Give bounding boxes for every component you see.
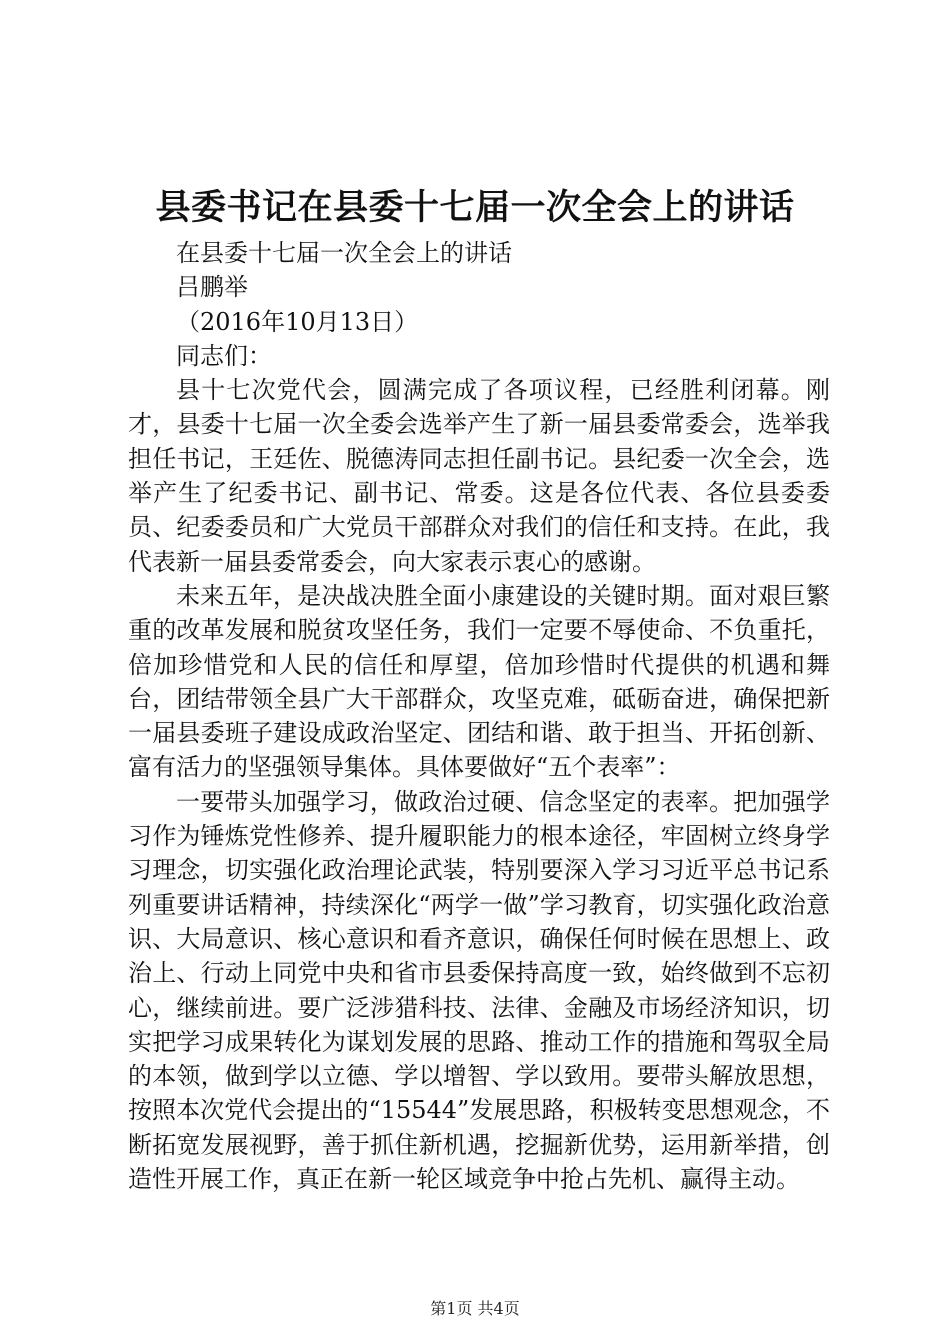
body-paragraph: 未来五年，是决战决胜全面小康建设的关键时期。面对艰巨繁重的改革发展和脱贫攻坚任务，我们一定要不辱使命、不负重托，倍加珍惜党和人民的信任和厚望，倍加珍惜时代提供的机遇和舞台，团结带领全县广大干部群众，攻坚克难，砥砺奋进，确保把新一届县委班子建设成政治坚定、团结和谐、敢于担当、开拓创新、富有活力的坚强领导集体。具体要做好“五个表率”： <box>128 581 830 782</box>
document-author: 吕鹏举 <box>176 273 248 302</box>
body-paragraph: 一要带头加强学习，做政治过硬、信念坚定的表率。把加强学习作为锤炼党性修养、提升履职能力的根本途径，牢固树立终身学习理念，切实强化政治理论武装，特别要深入学习习近平总书记系列重要讲话精神，持续深化“两学一做”学习教育，切实强化政治意识、大局意识、核心意识和看齐意识，确保任何时候在思想上、政治上、行动上同党中央和省市县委保持高度一致，始终做到不忘初心，继续前进。要广泛涉猎科技、法律、金融及市场经济知识，切实把学习成果转化为谋划发展的思路、推动工作的措施和驾驭全局的本领，做到学以立德、学以增智、学以致用。要带头解放思想，按照本次党代会提出的“15544”发展思路，积极转变思想观念，不断拓宽发展视野，善于抓住新机遇，挖掘新优势，运用新举措，创造性开展工作，真正在新一轮区域竞争中抢占先机、赢得主动。 <box>128 787 830 1194</box>
document-salutation: 同志们： <box>176 341 272 370</box>
body-paragraph: 县十七次党代会，圆满完成了各项议程，已经胜利闭幕。刚才，县委十七届一次全委会选举产生了新一届县委常委会，选举我担任书记，王廷佐、脱德涛同志担任副书记。县纪委一次全会，选举产生了纪委书记、副书记、常委。这是各位代表、各位县委委员、纪委委员和广大党员干部群众对我们的信任和支持。在此，我代表新一届县委常委会，向大家表示衷心的感谢。 <box>128 376 830 576</box>
document-title: 县委书记在县委十七届一次全会上的讲话 <box>155 187 795 228</box>
page-number-footer: 第1页 共4页 <box>430 1299 520 1318</box>
document-date: （2016年10月13日） <box>176 307 419 336</box>
document-subtitle: 在县委十七届一次全会上的讲话 <box>176 239 512 267</box>
document-body <box>128 236 830 1196</box>
